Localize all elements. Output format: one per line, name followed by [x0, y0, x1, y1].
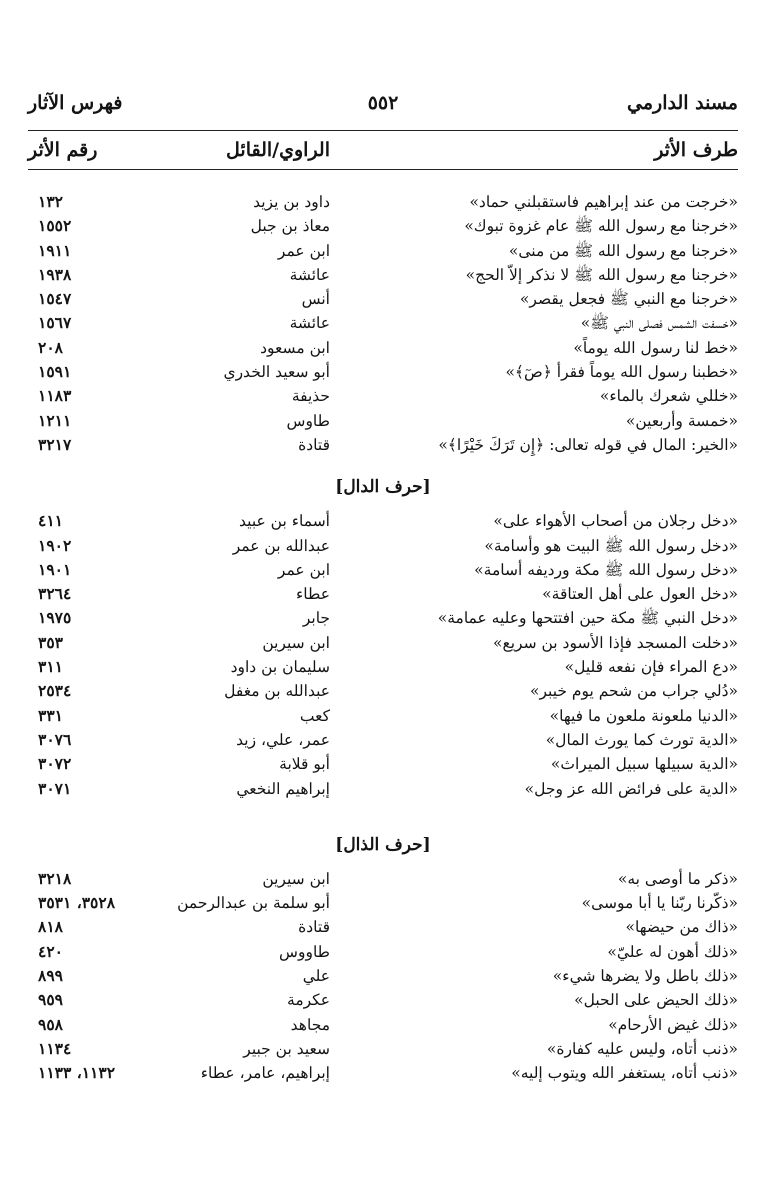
index-title: فهرس الآثار: [28, 92, 123, 114]
narrator: أبو سلمة بن عبدالرحمن: [177, 894, 330, 913]
athar-text: «خرجنا مع رسول الله ﷺ عام غزوة تبوك»: [464, 217, 738, 236]
narrator: مجاهد: [290, 1015, 330, 1034]
athar-number: ١١٣٢، ١١٣٣: [38, 1063, 116, 1083]
index-row: [28, 287, 738, 311]
athar-text: «خسفت الشمس فصلى النبي ﷺ»: [580, 314, 738, 333]
narrator: ابن سيرين: [262, 869, 330, 888]
athar-number: ٢٥٣٤: [38, 681, 72, 701]
athar-number: ١٩١١: [38, 240, 72, 260]
athar-text: «دع المراء فإن نفعه قليل»: [564, 658, 738, 677]
athar-number: ٣٣١: [38, 705, 63, 725]
spacer: [28, 170, 738, 190]
athar-text: «دخل النبي ﷺ مكة حين افتتحها وعليه عمامة»: [437, 609, 738, 628]
column-headers: [28, 131, 738, 169]
athar-text: «خرجنا مع النبي ﷺ فجعل يقصر»: [519, 290, 738, 309]
column-header-narrator: الراوي/القائل: [226, 139, 330, 161]
athar-number: ٣٠٧٢: [38, 754, 72, 774]
athar-number: ١٩٠١: [38, 559, 72, 579]
narrator: عطاء: [296, 585, 330, 604]
narrator: سعيد بن جبير: [243, 1039, 330, 1058]
athar-text: «ذنب أتاه، يستغفر الله ويتوب إليه»: [511, 1064, 738, 1083]
athar-number: ١١٣٤: [38, 1038, 72, 1058]
narrator: علي: [302, 967, 330, 986]
athar-number: ١٥٩١: [38, 362, 72, 382]
narrator: سليمان بن داود: [230, 658, 330, 677]
athar-number: ١٥٤٧: [38, 289, 72, 309]
narrator: معاذ بن جبل: [250, 217, 330, 236]
index-row: [28, 1061, 738, 1085]
athar-number: ٩٥٨: [38, 1014, 63, 1034]
athar-text: «دخل رسول الله ﷺ البيت هو وأسامة»: [484, 536, 738, 555]
athar-number: ٤٢٠: [38, 941, 63, 961]
athar-number: ٣٢٦٤: [38, 584, 72, 604]
athar-number: ١١٨٣: [38, 386, 72, 406]
athar-number: ٣٠٧١: [38, 778, 72, 798]
index-row: [28, 263, 738, 287]
athar-number: ٣٥٢٨، ٣٥٣١: [38, 893, 116, 913]
index-row: [28, 964, 738, 988]
index-row: [28, 534, 738, 558]
index-row: [28, 1013, 738, 1037]
athar-number: ١٢١١: [38, 410, 72, 430]
index-sections: [28, 190, 738, 1086]
section-gap: [28, 457, 738, 465]
athar-text: «خط لنا رسول الله يوماً»: [573, 338, 738, 357]
athar-text: «خللي شعرك بالماء»: [599, 387, 738, 406]
index-row: [28, 582, 738, 606]
athar-text: «دخل رجلان من أصحاب الأهواء على»: [493, 512, 738, 531]
athar-number: ١٥٦٧: [38, 313, 72, 333]
athar-number: ١٩٧٥: [38, 608, 72, 628]
narrator: أسماء بن عبيد: [239, 512, 330, 531]
index-row: [28, 433, 738, 457]
page-number: ٥٥٢: [367, 92, 399, 114]
index-row: [28, 988, 738, 1012]
narrator: عكرمة: [287, 991, 330, 1010]
athar-text: «ذكّرنا ربّنا يا أبا موسى»: [581, 894, 738, 913]
running-head: [28, 92, 738, 130]
athar-text: «ذلك غيض الأرحام»: [608, 1015, 738, 1034]
narrator: ابن عمر: [277, 560, 330, 579]
athar-text: «ذنب أتاه، وليس عليه كفارة»: [546, 1039, 738, 1058]
index-row: [28, 1037, 738, 1061]
narrator: عبدالله بن عمر: [232, 536, 330, 555]
book-title: مسند الدارمي: [627, 92, 738, 114]
athar-text: «ذلك أهون له عليّ»: [607, 942, 738, 961]
index-row: [28, 728, 738, 752]
index-row: [28, 409, 738, 433]
narrator: كعب: [299, 706, 330, 725]
index-row: [28, 915, 738, 939]
index-row: [28, 360, 738, 384]
athar-text: «دخل العول على أهل العتاقة»: [542, 585, 738, 604]
narrator: أنس: [301, 290, 330, 309]
index-row: [28, 606, 738, 630]
index-row: [28, 214, 738, 238]
section-gap: [28, 815, 738, 823]
index-row: [28, 867, 738, 891]
athar-text: «ذكر ما أوصى به»: [617, 869, 738, 888]
index-row: [28, 384, 738, 408]
narrator: عائشة: [289, 314, 330, 333]
narrator: إبراهيم النخعي: [236, 779, 330, 798]
athar-number: ١٥٥٢: [38, 216, 72, 236]
index-row: [28, 777, 738, 801]
index-row: [28, 891, 738, 915]
athar-text: «خطبنا رسول الله يوماً فقرأ ﴿صٓ﴾»: [505, 363, 738, 382]
narrator: عبدالله بن مغفل: [224, 682, 330, 701]
index-row: [28, 704, 738, 728]
athar-text: «الخير: المال في قوله تعالى: ﴿إِن تَرَكَ خَيْرًا﴾»: [438, 435, 738, 454]
narrator: داود بن يزيد: [253, 193, 330, 211]
athar-text: «الدية على فرائض الله عز وجل»: [524, 779, 738, 798]
narrator: قتادة: [298, 918, 330, 937]
athar-text: «الدنيا ملعونة ملعون ما فيها»: [549, 706, 738, 725]
athar-text: «خرجنا مع رسول الله ﷺ من منى»: [508, 241, 738, 260]
athar-text: «خرجت من عند إبراهيم فاستقبلني حماد»: [469, 193, 738, 211]
athar-number: ٨٩٩: [38, 966, 63, 986]
athar-text: «ذلك الحيض على الحبل»: [574, 991, 738, 1010]
athar-number: ٣٢١٨: [38, 868, 72, 888]
narrator: إبراهيم، عامر، عطاء: [200, 1064, 330, 1083]
narrator: جابر: [302, 609, 330, 628]
index-row: [28, 558, 738, 582]
index-row: [28, 190, 738, 214]
narrator: ابن مسعود: [260, 338, 330, 357]
athar-number: ٣١١: [38, 657, 63, 677]
athar-number: ١٣٢: [38, 192, 63, 211]
narrator: أبو قلابة: [279, 755, 330, 774]
index-row: [28, 940, 738, 964]
athar-number: ١٩٣٨: [38, 264, 72, 284]
narrator: أبو سعيد الخدري: [223, 363, 330, 382]
narrator: عائشة: [289, 265, 330, 284]
athar-number: ٩٥٩: [38, 990, 63, 1010]
section-gap: [28, 801, 738, 815]
athar-text: «دُلي جراب من شحم يوم خيبر»: [530, 682, 738, 701]
section-title: [حرف الدال]: [335, 477, 431, 498]
index-row: [28, 509, 738, 533]
narrator: طاوس: [286, 411, 330, 430]
index-row: [28, 311, 738, 335]
narrator: قتادة: [298, 435, 330, 454]
athar-text: «خرجنا مع رسول الله ﷺ لا نذكر إلاّ الحج»: [465, 265, 738, 284]
narrator: ابن عمر: [277, 241, 330, 260]
index-row: [28, 752, 738, 776]
section-title: [حرف الذال]: [335, 834, 431, 855]
athar-number: ٨١٨: [38, 917, 63, 937]
index-row: [28, 631, 738, 655]
index-row: [28, 336, 738, 360]
athar-number: ٣٢١٧: [38, 434, 72, 454]
athar-number: ١٩٠٢: [38, 535, 72, 555]
column-header-number: رقم الأثر: [28, 139, 98, 161]
athar-text: «دخلت المسجد فإذا الأسود بن سريع»: [493, 633, 738, 652]
athar-number: ٣٠٧٦: [38, 729, 72, 749]
index-row: [28, 239, 738, 263]
index-page: [28, 92, 738, 1086]
narrator: طاووس: [279, 942, 330, 961]
index-row: [28, 655, 738, 679]
athar-text: «ذلك باطل ولا يضرها شيء»: [552, 967, 738, 986]
athar-number: ٢٠٨: [38, 337, 63, 357]
athar-text: «الدية سبيلها سبيل الميراث»: [550, 755, 738, 774]
athar-number: ٤١١: [38, 511, 63, 531]
athar-text: «دخل رسول الله ﷺ مكة وردیفه أسامة»: [474, 560, 738, 579]
athar-text: «خمسة وأربعين»: [625, 411, 738, 430]
narrator: عمر، علي، زيد: [236, 730, 330, 749]
narrator: حذيفة: [291, 387, 330, 406]
narrator: ابن سيرين: [262, 633, 330, 652]
index-row: [28, 679, 738, 703]
athar-number: ٣٥٣: [38, 632, 63, 652]
column-header-text: طرف الأثر: [654, 139, 738, 161]
athar-text: «الدية تورث كما يورث المال»: [545, 730, 738, 749]
athar-text: «ذاك من حيضها»: [625, 918, 738, 937]
